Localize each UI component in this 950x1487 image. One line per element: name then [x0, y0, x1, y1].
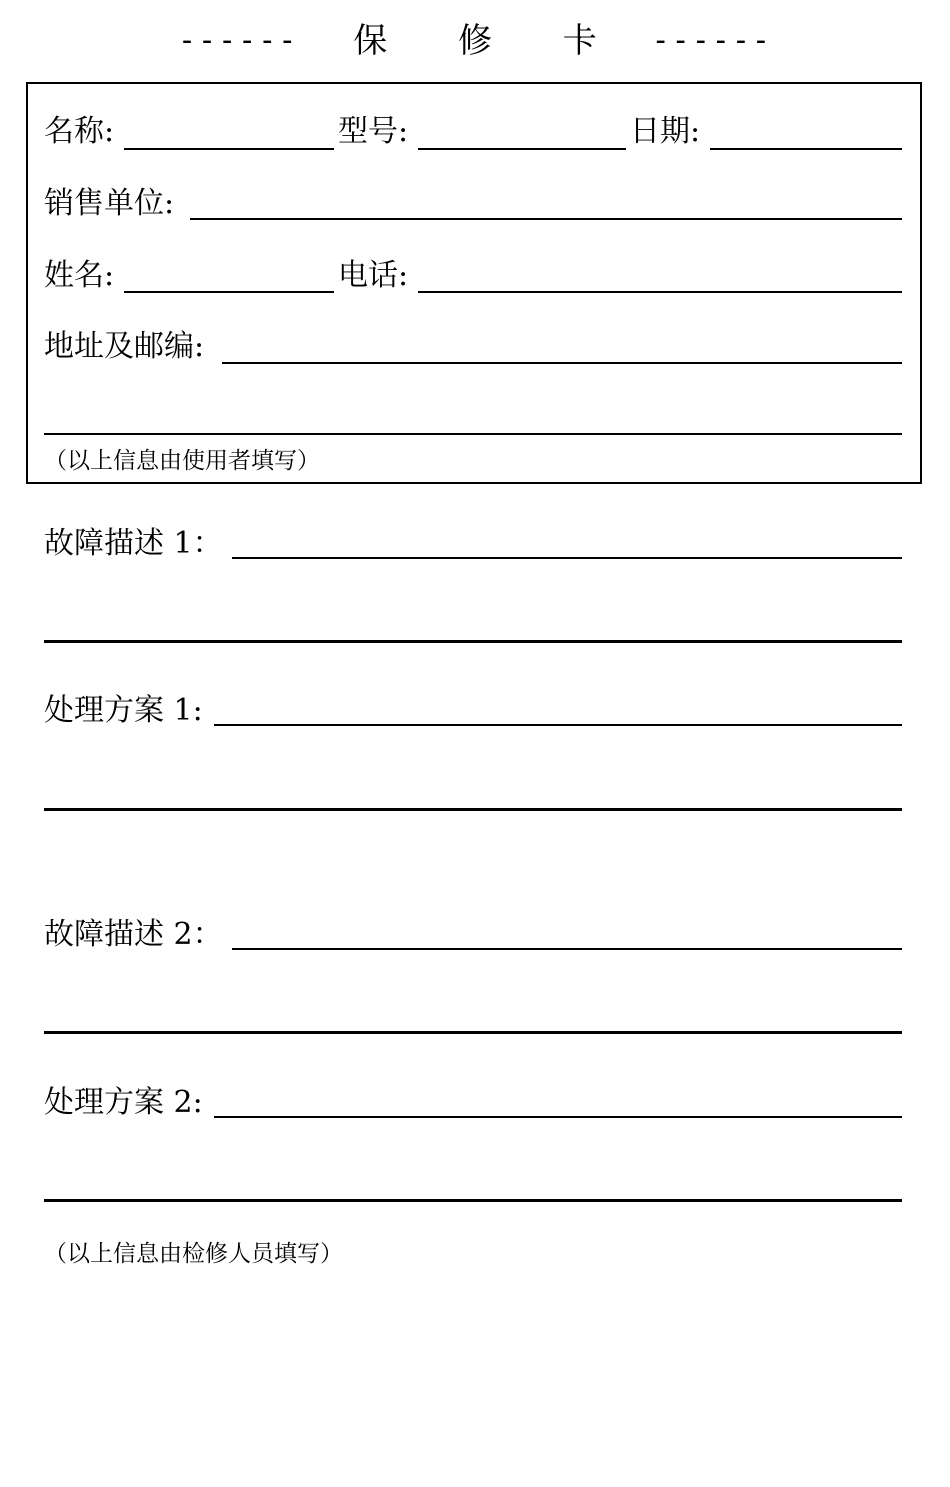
fault-1-field[interactable] [232, 557, 902, 559]
address-field-second-line[interactable] [44, 433, 902, 435]
user-section-note: （以上信息由使用者填写） [44, 448, 320, 474]
solution-2-label: 处理方案 2: [44, 1085, 203, 1120]
person-name-field[interactable] [124, 291, 334, 293]
solution-1-field-second-line[interactable] [44, 808, 902, 811]
name-label: 名称: [44, 114, 115, 149]
person-name-label: 姓名: [44, 258, 115, 293]
address-label: 地址及邮编: [44, 329, 205, 364]
address-field[interactable] [222, 362, 902, 364]
seller-field[interactable] [190, 218, 902, 220]
phone-label: 电话: [338, 258, 409, 293]
fault-2-field[interactable] [232, 948, 902, 950]
title-left-dashes: ------ [178, 23, 299, 58]
fault-1-field-second-line[interactable] [44, 640, 902, 643]
solution-2-field-second-line[interactable] [44, 1199, 902, 1202]
card-title [0, 14, 950, 64]
fault-2-field-second-line[interactable] [44, 1031, 902, 1034]
phone-field[interactable] [418, 291, 902, 293]
solution-1-label: 处理方案 1: [44, 693, 203, 728]
date-label: 日期: [630, 114, 701, 149]
title-text: 保 修 卡 [353, 21, 627, 61]
model-field[interactable] [418, 148, 626, 150]
title-right-dashes: ------ [651, 23, 772, 58]
service-section-note: （以上信息由检修人员填写） [44, 1241, 343, 1267]
fault-1-label: 故障描述 1： [44, 526, 223, 561]
solution-1-field[interactable] [214, 724, 902, 726]
solution-2-field[interactable] [214, 1116, 902, 1118]
user-info-box [26, 82, 922, 484]
name-field[interactable] [124, 148, 334, 150]
seller-label: 销售单位: [44, 186, 175, 221]
model-label: 型号: [338, 114, 409, 149]
date-field[interactable] [710, 148, 902, 150]
fault-2-label: 故障描述 2： [44, 917, 223, 952]
